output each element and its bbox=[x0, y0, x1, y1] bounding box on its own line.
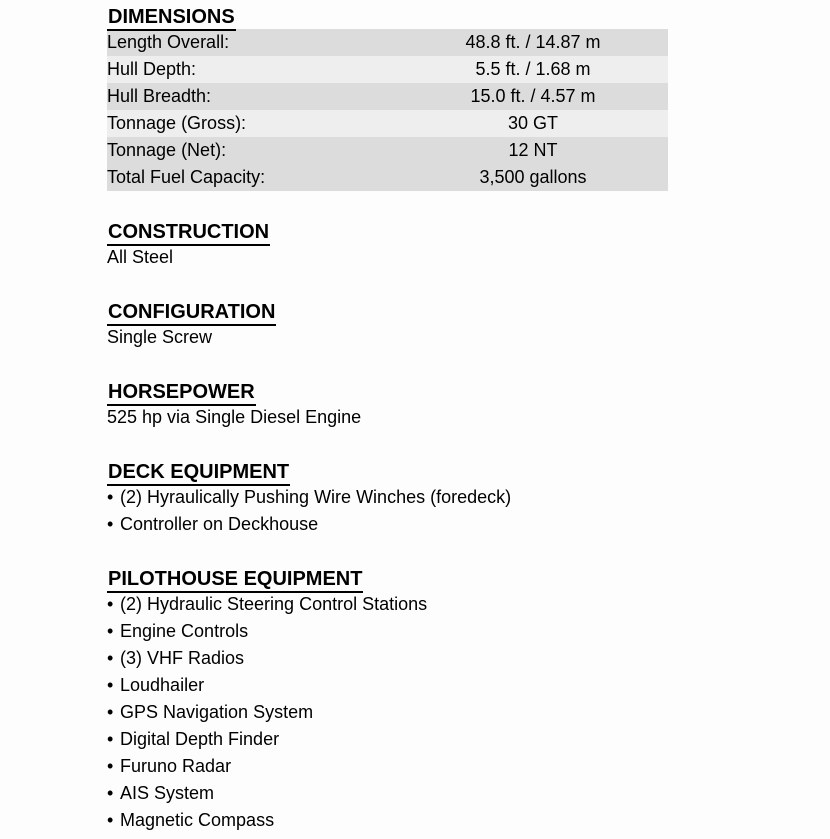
section-heading-pilothouse-equipment bbox=[107, 567, 668, 591]
bullet-icon: • bbox=[107, 702, 114, 722]
list-item-text: Loudhailer bbox=[120, 675, 205, 695]
list-item-text: Furuno Radar bbox=[120, 756, 232, 776]
list-item-text: AIS System bbox=[120, 783, 215, 803]
list-item bbox=[107, 726, 668, 753]
bullet-icon: • bbox=[107, 648, 114, 668]
section-construction bbox=[107, 220, 668, 271]
dimension-value: 3,500 gallons bbox=[479, 167, 587, 187]
dimensions-table bbox=[107, 29, 668, 191]
bullet-icon: • bbox=[107, 594, 114, 614]
list-item bbox=[107, 511, 668, 538]
list-item bbox=[107, 645, 668, 672]
list-item bbox=[107, 672, 668, 699]
list-item bbox=[107, 699, 668, 726]
list-item-text: GPS Navigation System bbox=[120, 702, 314, 722]
construction-value: All Steel bbox=[107, 247, 174, 267]
dimension-label: Hull Breadth: bbox=[107, 86, 212, 106]
section-heading-dimensions-text: DIMENSIONS bbox=[107, 5, 236, 31]
list-item bbox=[107, 484, 668, 511]
table-row bbox=[107, 110, 668, 137]
table-row bbox=[107, 137, 668, 164]
section-heading-configuration bbox=[107, 300, 668, 324]
list-item-text: Engine Controls bbox=[120, 621, 249, 641]
section-heading-dimensions bbox=[107, 5, 668, 29]
dimension-value: 5.5 ft. / 1.68 m bbox=[475, 59, 591, 79]
list-item-text: Controller on Deckhouse bbox=[120, 514, 319, 534]
dimension-label: Tonnage (Gross): bbox=[107, 113, 247, 133]
configuration-value: Single Screw bbox=[107, 327, 213, 347]
bullet-icon: • bbox=[107, 621, 114, 641]
dimension-value: 15.0 ft. / 4.57 m bbox=[470, 86, 596, 106]
bullet-icon: • bbox=[107, 675, 114, 695]
section-pilothouse-equipment bbox=[107, 567, 668, 834]
bullet-icon: • bbox=[107, 756, 114, 776]
dimension-label: Hull Depth: bbox=[107, 59, 197, 79]
dimension-value: 30 GT bbox=[507, 113, 559, 133]
list-item bbox=[107, 807, 668, 834]
bullet-icon: • bbox=[107, 729, 114, 749]
section-horsepower bbox=[107, 380, 668, 431]
list-item-text: Digital Depth Finder bbox=[120, 729, 280, 749]
section-deck-equipment bbox=[107, 460, 668, 538]
dimension-value: 12 NT bbox=[508, 140, 558, 160]
dimension-label: Total Fuel Capacity: bbox=[107, 167, 266, 187]
list-item-text: (2) Hyraulically Pushing Wire Winches (foredeck) bbox=[120, 487, 512, 507]
list-item-text: Magnetic Compass bbox=[120, 810, 275, 830]
section-heading-horsepower bbox=[107, 380, 668, 404]
bullet-icon: • bbox=[107, 810, 114, 830]
table-row bbox=[107, 56, 668, 83]
vessel-spec-sheet bbox=[107, 5, 668, 834]
bullet-icon: • bbox=[107, 514, 114, 534]
section-configuration bbox=[107, 300, 668, 351]
list-item bbox=[107, 780, 668, 807]
section-heading-deck-equipment-text: DECK EQUIPMENT bbox=[107, 460, 290, 486]
list-item-text: (2) Hydraulic Steering Control Stations bbox=[120, 594, 428, 614]
list-item bbox=[107, 753, 668, 780]
dimension-label: Tonnage (Net): bbox=[107, 140, 227, 160]
dimension-value: 48.8 ft. / 14.87 m bbox=[465, 32, 601, 52]
table-row bbox=[107, 164, 668, 191]
horsepower-value: 525 hp via Single Diesel Engine bbox=[107, 407, 362, 427]
bullet-icon: • bbox=[107, 783, 114, 803]
dimension-label: Length Overall: bbox=[107, 32, 230, 52]
bullet-icon: • bbox=[107, 487, 114, 507]
section-heading-pilothouse-equipment-text: PILOTHOUSE EQUIPMENT bbox=[107, 567, 363, 593]
section-heading-configuration-text: CONFIGURATION bbox=[107, 300, 276, 326]
section-heading-construction-text: CONSTRUCTION bbox=[107, 220, 270, 246]
list-item-text: (3) VHF Radios bbox=[120, 648, 245, 668]
section-heading-construction bbox=[107, 220, 668, 244]
section-heading-deck-equipment bbox=[107, 460, 668, 484]
table-row bbox=[107, 29, 668, 56]
section-heading-horsepower-text: HORSEPOWER bbox=[107, 380, 256, 406]
list-item bbox=[107, 618, 668, 645]
table-row bbox=[107, 83, 668, 110]
list-item bbox=[107, 591, 668, 618]
